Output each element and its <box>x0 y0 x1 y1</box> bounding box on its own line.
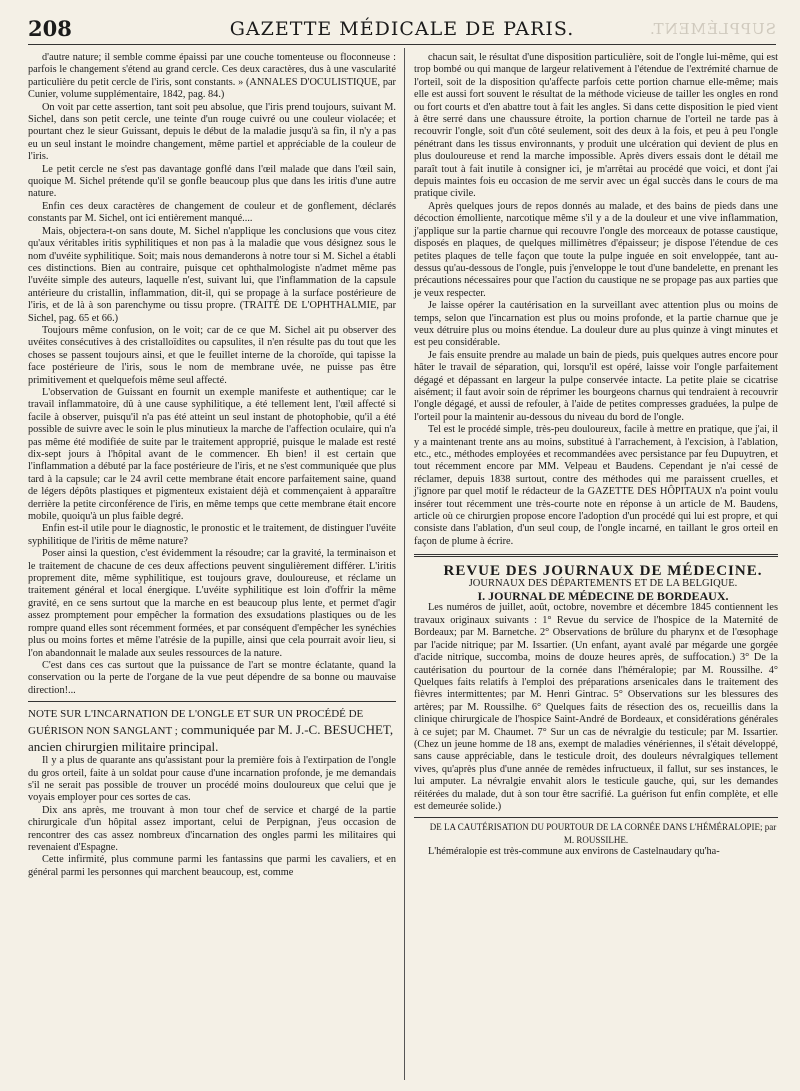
note-title-smallcaps: NOTE SUR L'INCARNATION DE L'ONGLE ET SUR UN PROCÉDÉ DE GUÉRISON NON SANGLANT ; <box>28 708 364 738</box>
paragraph: L'observation de Guissant en fournit un exemple manifeste et authentique; car le travail inflammatoire, dû à une cause syphilitique, a été tellement lent, l'œil affecté si facile à observer, puisqu'il n'a pas été atteint un seul instant de photophobie, qu'il a été possible de suivre avec le soin le plus minutieux la marche de l'affection oculaire, qui n'a pas même été modifiée de suite par le traitement approprié, puisque le malade est resté dix-sept jours à l'hôpital avant de le commencer. Eh bien! il est certain que l'inflammation a débuté par la face postérieure de l'iris, et ne s'est communiquée que plus tard à la capsule; car le 24 avril cette membrane était encore parfaitement saine, quand de légers dépôts plastiques et pigmenteux existaient déjà et commençaient à apparaître derrière la petite circonférence de l'iris, en même temps que cette membrane était encore mobile, quoiqu'à un plus faible degré. <box>28 386 396 523</box>
right-column <box>414 52 778 859</box>
paragraph: Enfin ces deux caractères de changement de couleur et de gonflement, déclarés constants par M. Sichel, ont ici entièrement manqué.... <box>28 200 396 225</box>
subsection-separator <box>414 817 778 818</box>
revue-paragraphs <box>414 602 778 813</box>
paragraph: C'est dans ces cas surtout que la puissance de l'art se montre éclatante, quand la conservation ou la perte de l'organe de la vue peut dépendre de sa bonne ou mauvaise direction!... <box>28 659 396 696</box>
paragraph: Tel est le procédé simple, très-peu douloureux, facile à mettre en pratique, que j'ai, il y a maintenant trente ans au moins, substitué à l'arrachement, à l'excision, à l'ablation, etc., etc., méthodes employées et recommandées avec persistance par feu Dupuytren, et tout récemment encore par MM. Velpeau et Baudens. Cependant je n'ai cessé de réclamer, depuis 1838 surtout, contre des méthodes qui me paraissent cruelles, et j'ignore par quel motif le rédacteur de la GAZETTE DES HÔPITAUX n'a point voulu insérer tout récemment une très-courte note en réponse à un article de M. Baudens, article où ce chirurgien propose encore l'adoption d'un procédé qui lui est propre, et qui consiste dans l'ablation, d'un seul coup, de l'ongle incarné, en taillant le gros orteil en façon de plume à écrire. <box>414 424 778 547</box>
note-title <box>28 705 396 755</box>
paragraph: On voit par cette assertion, tant soit peu absolue, que l'iris prend toujours, suivant M. Sichel, dans son petit cercle, une teinte d'un rouge cuivré ou une couleur violacée; et pourtant chez le sieur Guissant, depuis le début de la maladie jusqu'à sa fin, il n'y a pas eu un seul instant le moindre changement, même partiel et appréciable de la couleur de l'iris. <box>28 101 396 163</box>
paragraph: Poser ainsi la question, c'est évidemment la résoudre; car la gravité, la terminaison et le traitement de chacune de ces deux affections peuvent singulièrement différer. L'iritis proprement dite, même syphilitique, est toujours grave, douloureuse, et réclame un traitement général et local énergique. L'uvéite syphilitique est loin d'offrir la même gravité, en ce sens surtout que la marche en est beaucoup plus lente, et permet d'agir assez promptement pour empêcher la formation des exsudations plastiques ou de les rompre quand elles sont récemment formées, et par conséquent d'empêcher les synéchies plus ou moins fortes et même l'atrésie de la pupille, ainsi que cela pourrait avoir lieu, si l'on abandonnait le malade aux seules ressources de la nature. <box>28 548 396 659</box>
left-paragraphs <box>28 52 396 697</box>
journal-title: GAZETTE MÉDICALE DE PARIS. <box>229 18 575 40</box>
right-paragraphs <box>414 52 778 548</box>
page-number: 208 <box>28 16 72 41</box>
page-header <box>28 14 776 44</box>
note-title-author: communiquée par M. J.-C. BESUCHET, ancien chirurgien militaire principal. <box>28 722 394 755</box>
paragraph: Je fais ensuite prendre au malade un bain de pieds, puis quelques autres encore pour hâter le travail de séparation, qui, lorsqu'il est opéré, laisse voir l'ongle parfaitement dégagé et dépassant en largeur la pulpe conservée intacte. La petite plaie se cicatrise aisément; il faut avoir soin de réprimer les bourgeons charnus qui tendraient à recouvrir l'ongle dégagé, et aussi de refouler, à l'aide de petites compresses graduées, la pulpe de l'orteil pour la maintenir au-dessous du niveau du bord de l'ongle. <box>414 349 778 423</box>
article-separator <box>28 701 396 702</box>
paragraph: chacun sait, le résultat d'une disposition particulière, soit de l'ongle lui-même, qui est trop bombé ou qui manque de largeur relativement à l'étendue de l'extrémité charnue de l'orteil, soit de la disposition qu'affecte parfois cette portion charnue elle-même; mais elle est aussi fort souvent le résultat de la méthode vicieuse de tailler les ongles en rond ou fort courts et d'en abattre tout à fait les angles. Si dans cette disposition le pied vient à être serré dans une chaussure étroite, la portion charnue de l'orteil ne tarde pas à recouvrir l'ongle, soit d'un côté seulement, soit des deux à la fois, et peu à peu l'ongle pénétrant dans les tissus environnants, y produit une ulcération qui devient de plus en plus douloureuse et rend la marche impossible. Après divers essais dont le détail me paraît tout à fait inutile à consigner ici, je m'arrêtai au procédé que voici, et dont j'ai depuis maintes fois eu occasion de me servir avec un égal succès dans le cours de ma pratique civile. <box>414 52 778 200</box>
column-divider <box>404 48 405 1080</box>
note-paragraphs <box>28 755 396 879</box>
paragraph: Il y a plus de quarante ans qu'assistant pour la première fois à l'extirpation de l'ongle du gros orteil, faite à un soldat pour cause d'une incarnation profonde, je me demandais s'il ne serait pas possible de trouver un procédé moins douloureux que celui que je voyais employer pour ces sortes de cas. <box>28 755 396 804</box>
last-paragraph: L'héméralopie est très-commune aux environs de Castelnaudary qu'ha- <box>428 846 720 858</box>
paragraph: Dix ans après, me trouvant à mon tour chef de service et chargé de la partie chirurgicale d'un hôpital assez important, celui de Perpignan, j'eus occasion de rencontrer des cas assez nombreux d'incarnation des ongles parmi les militaires qui revenaient d'Espagne. <box>28 804 396 853</box>
paragraph: Le petit cercle ne s'est pas davantage gonflé dans l'œil malade que dans l'œil sain, quoique M. Sichel prétende qu'il se gonfle beaucoup plus que dans les iritis d'une autre nature. <box>28 163 396 200</box>
left-column <box>28 52 396 879</box>
paragraph: Je laisse opérer la cautérisation en la surveillant avec attention plus ou moins de temps, selon que l'incarnation est plus ou moins profonde, et la partie charnue que je veux détruire plus ou moins étendue. La douleur dure au plus quinze à vingt minutes et est peu considérable. <box>414 300 778 349</box>
paragraph: Enfin est-il utile pour le diagnostic, le pronostic et le traitement, de distinguer l'uvéite syphilitique de l'iritis de même nature? <box>28 523 396 547</box>
paragraph: Cette infirmité, plus commune parmi les fantassins que parmi les cavaliers, et en général parmi les personnes qui marchent beaucoup, est, comme <box>28 854 396 878</box>
revue-title: REVUE DES JOURNAUX DE MÉDECINE. <box>443 563 763 580</box>
paragraph: Mais, objectera-t-on sans doute, M. Sichel n'applique les conclusions que vous citez qu'aux véritables iritis syphilitiques et non pas à la maladie que vous désignez sous le nom d'uvéite syphilitique. Soit; mais nous demanderons à notre tour si M. Sichel a établi ces distinctions. Bien au contraire, puisque cet ophthalmologiste n'admet même pas l'uvéite simple des auteurs, laquelle n'est, suivant lui, que l'inflammation de la capsule antérieure du cristallin, inflammation, dit-il, qui se propage à la surface postérieure de l'iris, et de là à son parenchyme ou tissu propre. (TRAITÉ DE L'OPHTHALMIE, par Sichel, pag. 65 et 66.) <box>28 225 396 324</box>
paragraph: Les numéros de juillet, août, octobre, novembre et décembre 1845 contiennent les travaux originaux suivants : 1° Revue du service de l'hospice de la Maternité de Bordeaux; par M. Barnetche. 2° Observations de brûlure du pharynx et de l'œsophage par l'acide nitrique; par M. Issartier. (Un enfant, ayant avalé par mégarde une gorgée d'acide nitrique, succomba, moins de douze heures après, de suffocation.) 3° De la cautérisation du pourtour de la cornée dans l'héméralopie; par M. Roussilhe. 4° Quelques faits relatifs à l'emploi des préparations arsenicales dans le traitement des fièvres intermittentes; par M. Henri Gintrac. 5° Observations sur les blessures des artères; par M. Roussilhe. 6° Quelques faits de résection des os, recueillis dans la clinique chirurgicale de l'hospice Saint-André de Bordeaux, et considérations générales à ce sujet; par M. Chaumet. 7° Sur un cas de névralgie du testicule; par M. Issartier. (Chez un jeune homme de 18 ans, exempt de maladies vénériennes, il s'était développé, sans cause appréciable, dans le testicule droit, des douleurs névralgiques tellement vives, qu'après plus d'une année de remèdes infructueux, il fallut, sur ses instances, le lui amputer. La névralgie envahit alors le testicule gauche, qui, sur les demandes réitérées du malade, dut à son tour être sacrifié. La guérison fut enfin complète, et elle est demeurée solide.) <box>414 602 778 812</box>
section-separator <box>414 554 778 557</box>
paragraph: Toujours même confusion, on le voit; car de ce que M. Sichel ait pu observer des uvéites consécutives à des cristalloïdites ou capsulites, il n'en résulte pas du tout que les choses se passent toujours ainsi, et que le feuillet interne de la choroïde, qui tapisse la face postérieure de l'iris, sous le nom de membrane uvée, ne puisse pas être primitivement et quelquefois même seul affecté. <box>28 324 396 386</box>
paragraph: d'autre nature; il semble comme épaissi par une couche tomenteuse ou floconneuse : parfois le changement s'étend au grand cercle. Ces deux caractères, dus à une vascularité particulière du petit cercle de l'iris, sont constants. » (ANNALES D'OCULISTIQUE, par Cunier, volume supplémentaire, 1842, pag. 84.) <box>28 52 396 101</box>
cauterisation-title: DE LA CAUTÉRISATION DU POURTOUR DE LA CORNÉE DANS L'HÉMÉRALOPIE; par M. ROUSSILHE. <box>429 822 777 845</box>
section-title: I. JOURNAL DE MÉDECINE DE BORDEAUX. <box>477 589 729 604</box>
revue-subtitle: JOURNAUX DES DÉPARTEMENTS ET DE LA BELGIQUE. <box>468 577 738 589</box>
bleed-through-text: SUPPLÉMENT. <box>648 20 776 38</box>
header-rule <box>28 44 776 45</box>
paragraph: Après quelques jours de repos donnés au malade, et des bains de pieds dans une décoction émolliente, narcotique même s'il y a de la douleur et une vive inflammation, j'applique sur la partie charnue qui recouvre l'ongle des morceaux de potasse caustique, disposés en plaques, de quelques millimètres d'épaisseur; je dispose l'étendue de ces petites plaques de telle façon que toute la pulpe inguée en soit enveloppée, tant au-dessus qu'au-dessous de l'ongle, puis j'enveloppe le tout d'une bandelette, en prenant les précautions nécessaires pour que l'action du caustique ne se propage pas aux parties que je veux respecter. <box>414 200 778 299</box>
